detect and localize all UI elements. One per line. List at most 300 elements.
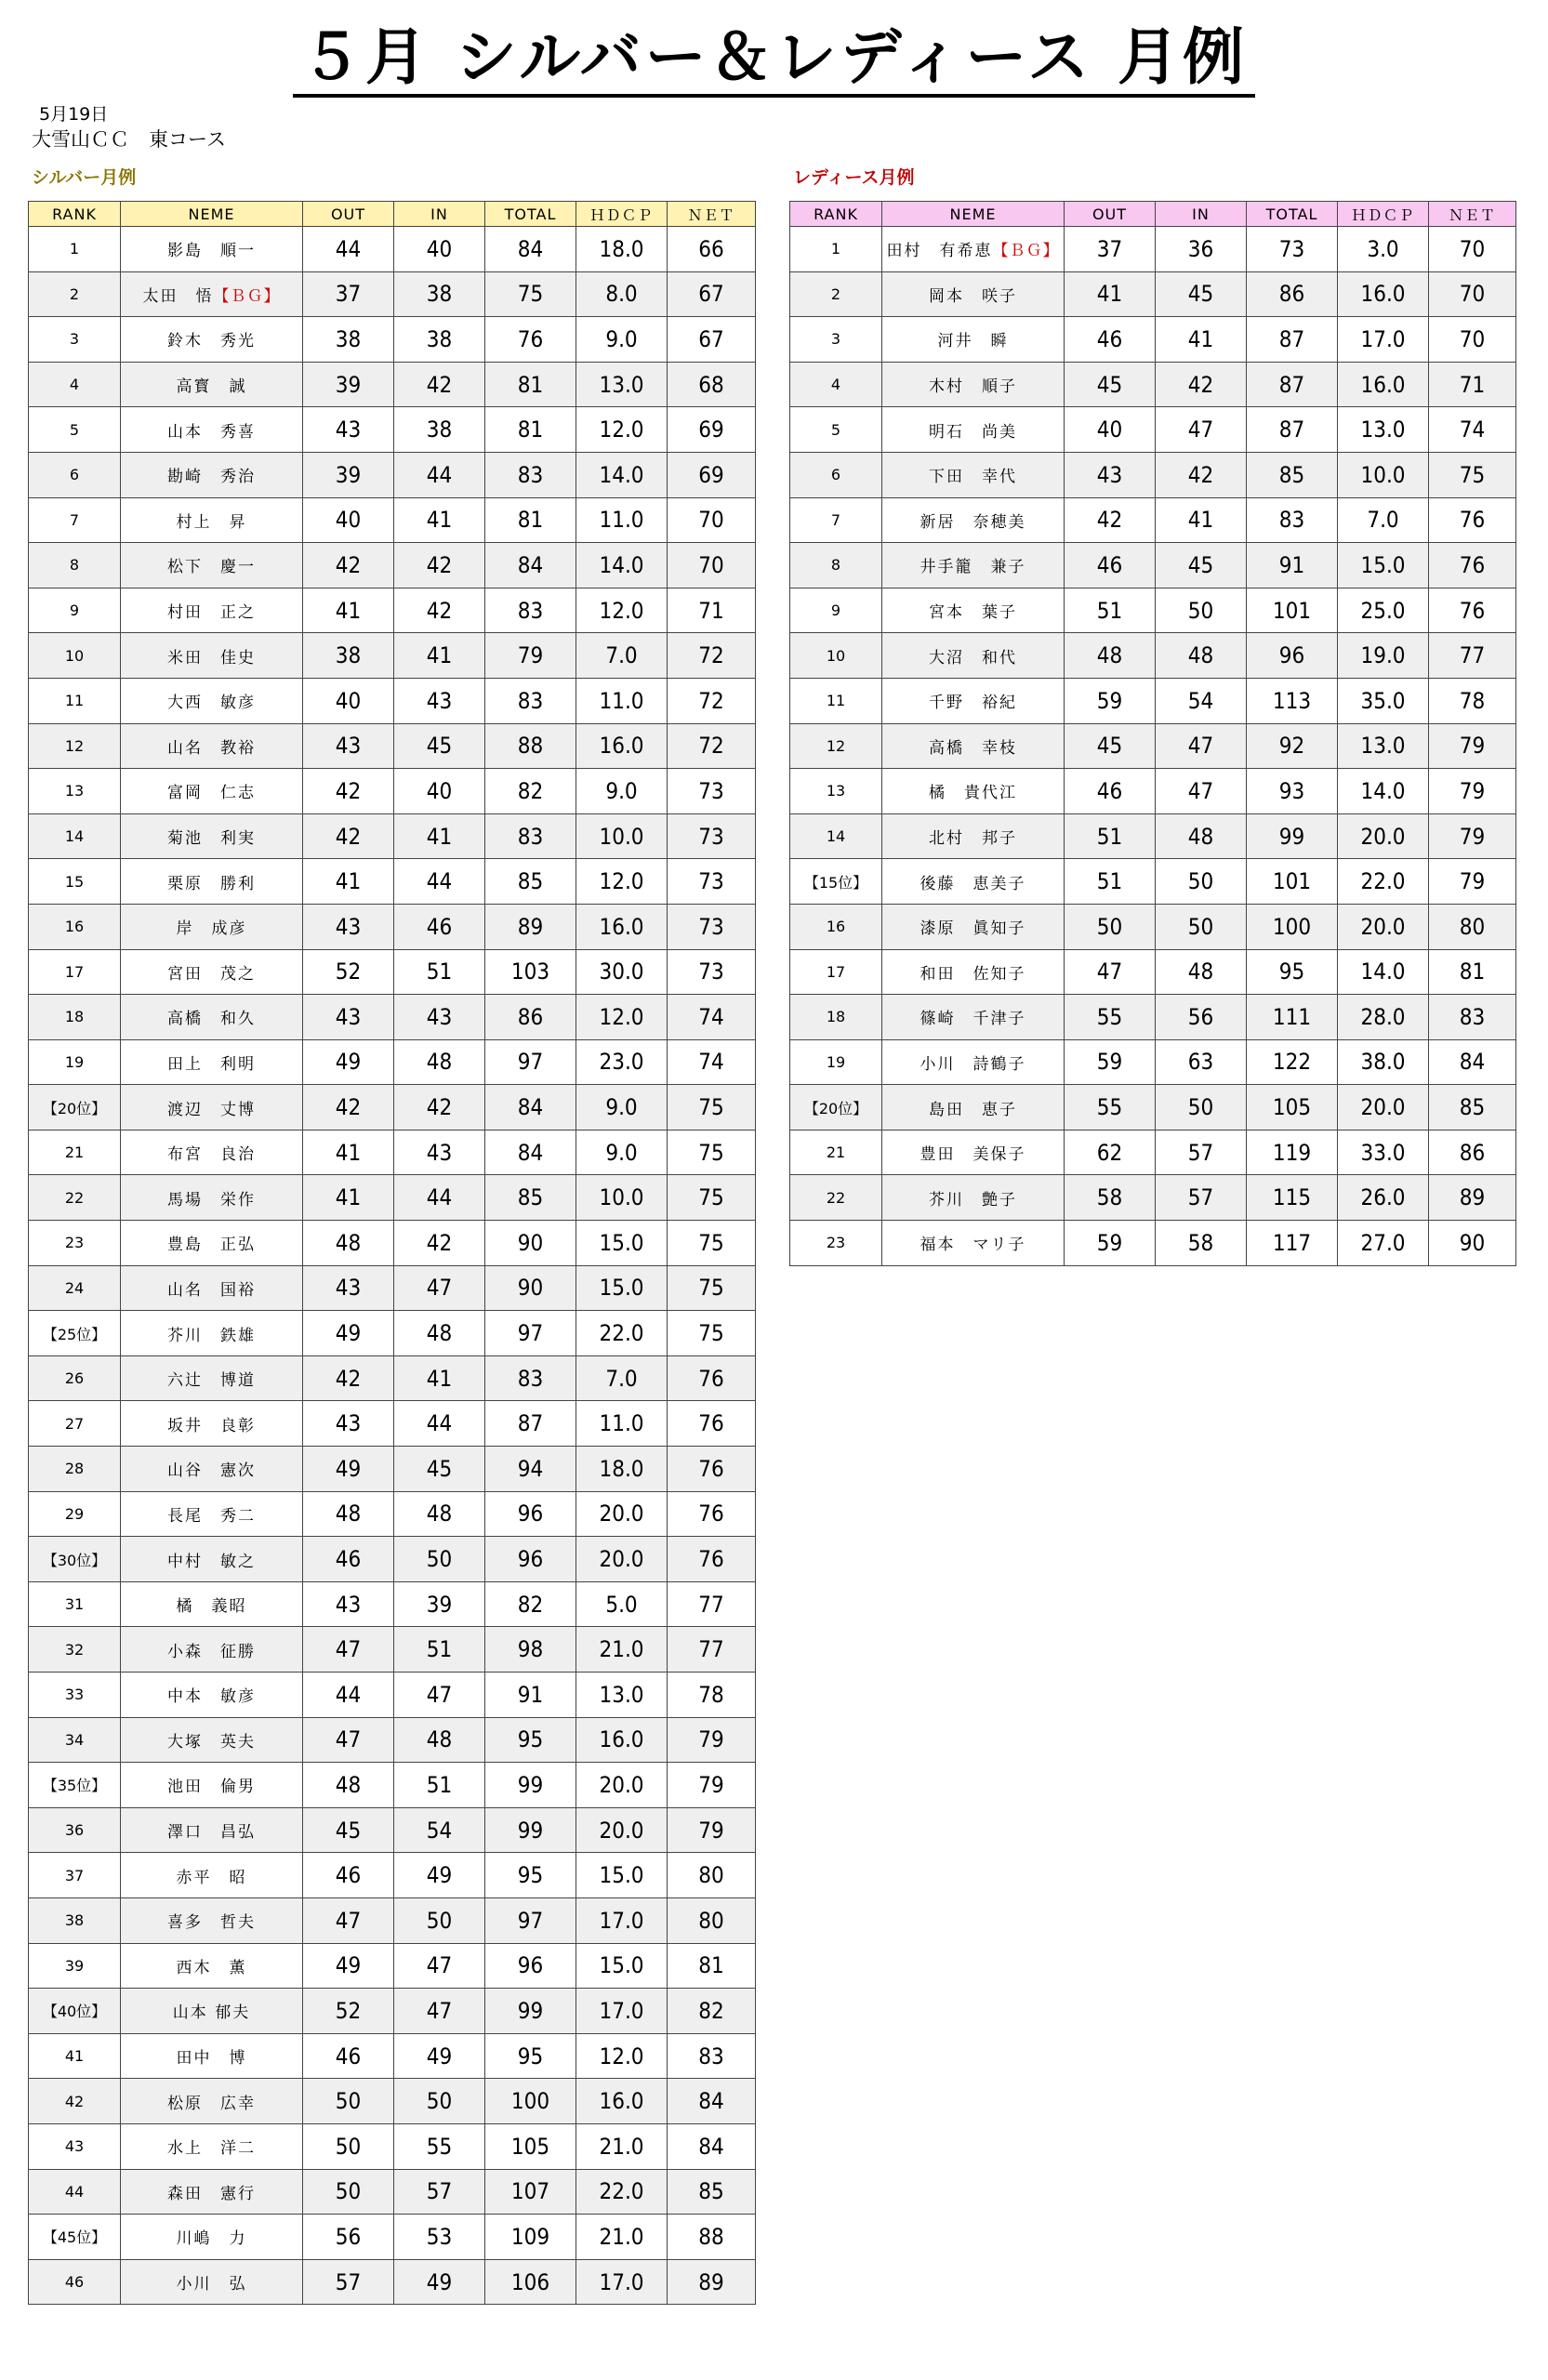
out-score-cell: 51 [1065, 813, 1156, 859]
table-row [29, 2215, 756, 2260]
in-score-cell: 45 [394, 1447, 485, 1492]
rank-cell: 10 [790, 633, 882, 679]
table-row [790, 904, 1516, 949]
table-row [29, 317, 756, 363]
player-name-cell [121, 1717, 303, 1763]
player-name-cell [121, 1085, 303, 1130]
net-score-cell: 76 [668, 1355, 756, 1401]
rank-cell: 4 [790, 362, 882, 407]
player-name: 山本 郁夫 [172, 2003, 251, 2023]
handicap-cell: 15.0 [576, 1221, 668, 1266]
table-row [790, 769, 1516, 814]
table-row [790, 362, 1516, 407]
rank-cell: 38 [29, 1897, 121, 1943]
net-score-cell: 71 [1429, 362, 1516, 407]
out-score-cell: 49 [303, 1943, 394, 1989]
rank-cell: 32 [29, 1627, 121, 1673]
out-score-cell: 41 [1065, 271, 1156, 317]
in-score-cell: 47 [394, 1673, 485, 1718]
player-name-cell [121, 1221, 303, 1266]
rank-cell: 22 [790, 1175, 882, 1221]
out-header: OUT [1065, 202, 1156, 227]
table-row [29, 2079, 756, 2124]
rank-cell: 6 [790, 452, 882, 497]
total-score-cell: 101 [1247, 859, 1338, 905]
table-row [29, 1717, 756, 1763]
in-score-cell: 44 [394, 1401, 485, 1447]
total-score-cell: 96 [485, 1491, 576, 1537]
player-name: 高橋 和久 [167, 1010, 256, 1029]
handicap-cell: 18.0 [576, 227, 668, 272]
player-name-cell [882, 769, 1065, 814]
ladies-results-table [789, 201, 1516, 1266]
net-score-cell: 76 [668, 1537, 756, 1582]
player-name: 芥川 鉄雄 [167, 1326, 256, 1345]
handicap-cell: 20.0 [576, 1491, 668, 1537]
total-header: TOTAL [485, 202, 576, 227]
total-score-cell: 111 [1247, 995, 1338, 1040]
event-date: 5月19日 [39, 104, 109, 125]
player-name-cell [882, 813, 1065, 859]
total-score-cell: 90 [485, 1221, 576, 1266]
in-score-cell: 47 [394, 1265, 485, 1311]
total-score-cell: 85 [1247, 452, 1338, 497]
out-score-cell: 46 [1065, 769, 1156, 814]
table-row [790, 723, 1516, 769]
net-header: ＮＥＴ [668, 202, 756, 227]
player-name: 島田 恵子 [929, 1100, 1017, 1119]
player-name-cell [121, 1039, 303, 1085]
player-name-cell [882, 633, 1065, 679]
player-name-cell [121, 1491, 303, 1537]
table-row [790, 271, 1516, 317]
table-row [29, 1039, 756, 1085]
out-score-cell: 57 [303, 2259, 394, 2305]
player-name-cell [121, 543, 303, 588]
total-score-cell: 88 [485, 723, 576, 769]
total-score-cell: 115 [1247, 1175, 1338, 1221]
net-score-cell: 76 [1429, 588, 1516, 633]
in-header: IN [394, 202, 485, 227]
total-score-cell: 109 [485, 2215, 576, 2260]
out-score-cell: 43 [303, 995, 394, 1040]
handicap-cell: 14.0 [1338, 769, 1429, 814]
rank-cell: 13 [790, 769, 882, 814]
in-score-cell: 50 [394, 2079, 485, 2124]
in-score-cell: 50 [394, 1897, 485, 1943]
total-score-cell: 119 [1247, 1130, 1338, 1175]
player-name: 山名 教裕 [167, 738, 256, 758]
out-score-cell: 43 [303, 1581, 394, 1627]
handicap-cell: 20.0 [1338, 813, 1429, 859]
total-score-cell: 103 [485, 949, 576, 995]
total-score-cell: 84 [485, 543, 576, 588]
player-name: 橘 貴代江 [929, 784, 1017, 803]
out-score-cell: 38 [303, 633, 394, 679]
player-name-cell [121, 769, 303, 814]
net-score-cell: 75 [668, 1311, 756, 1356]
net-score-cell: 69 [668, 407, 756, 453]
player-name: 松下 慶一 [167, 558, 256, 577]
rank-header: RANK [29, 202, 121, 227]
total-score-cell: 87 [1247, 407, 1338, 453]
table-row [29, 1943, 756, 1989]
out-score-cell: 45 [303, 1807, 394, 1853]
in-score-cell: 51 [394, 1627, 485, 1673]
table-row [29, 1581, 756, 1627]
out-score-cell: 41 [303, 588, 394, 633]
in-score-cell: 41 [394, 497, 485, 543]
player-name: 木村 順子 [929, 377, 1017, 397]
net-score-cell: 80 [668, 1897, 756, 1943]
out-score-cell: 45 [1065, 723, 1156, 769]
player-name-cell [121, 1989, 303, 2034]
table-row [790, 1130, 1516, 1175]
net-score-cell: 72 [668, 723, 756, 769]
table-row [29, 543, 756, 588]
handicap-cell: 12.0 [576, 407, 668, 453]
table-row [29, 723, 756, 769]
total-score-cell: 96 [1247, 633, 1338, 679]
player-name-cell [121, 452, 303, 497]
in-score-cell: 48 [1156, 633, 1247, 679]
player-name-cell [882, 407, 1065, 453]
net-score-cell: 86 [1429, 1130, 1516, 1175]
net-score-cell: 70 [668, 497, 756, 543]
in-score-cell: 57 [394, 2169, 485, 2215]
rank-cell: 9 [790, 588, 882, 633]
handicap-cell: 9.0 [576, 769, 668, 814]
in-score-cell: 50 [1156, 859, 1247, 905]
player-name-cell [121, 2169, 303, 2215]
player-name-cell [121, 633, 303, 679]
net-score-cell: 84 [668, 2123, 756, 2169]
total-score-cell: 83 [485, 588, 576, 633]
player-name: 小森 征勝 [167, 1642, 256, 1661]
out-score-cell: 55 [1065, 1085, 1156, 1130]
table-row [29, 227, 756, 272]
player-name-cell [121, 1897, 303, 1943]
player-name: 松原 広幸 [167, 2094, 256, 2113]
out-score-cell: 50 [303, 2123, 394, 2169]
rank-cell: 21 [790, 1130, 882, 1175]
out-score-cell: 47 [303, 1627, 394, 1673]
in-score-cell: 47 [394, 1943, 485, 1989]
ladies-section-label: レディース月例 [793, 167, 915, 188]
in-score-cell: 42 [1156, 362, 1247, 407]
in-score-cell: 43 [394, 678, 485, 723]
rank-cell: 【15位】 [790, 859, 882, 905]
handicap-cell: 12.0 [576, 995, 668, 1040]
player-name: 太田 悟 [142, 286, 214, 306]
net-score-cell: 88 [668, 2215, 756, 2260]
out-score-cell: 49 [303, 1447, 394, 1492]
total-score-cell: 95 [485, 2033, 576, 2079]
net-score-cell: 80 [1429, 904, 1516, 949]
table-row [790, 1039, 1516, 1085]
handicap-cell: 18.0 [576, 1447, 668, 1492]
net-score-cell: 77 [668, 1581, 756, 1627]
net-score-cell: 71 [668, 588, 756, 633]
total-score-cell: 75 [485, 271, 576, 317]
silver-results-table [28, 201, 756, 2305]
player-name-cell [121, 859, 303, 905]
out-score-cell: 59 [1065, 1221, 1156, 1266]
net-score-cell: 83 [668, 2033, 756, 2079]
rank-cell: 10 [29, 633, 121, 679]
in-header: IN [1156, 202, 1247, 227]
table-row [29, 1853, 756, 1898]
rank-cell: 39 [29, 1943, 121, 1989]
in-score-cell: 50 [1156, 1085, 1247, 1130]
player-name-cell [882, 904, 1065, 949]
net-score-cell: 79 [668, 1763, 756, 1808]
player-name: 高橋 幸枝 [929, 738, 1017, 758]
total-score-cell: 86 [485, 995, 576, 1040]
out-score-cell: 52 [303, 949, 394, 995]
player-name: 千野 裕紀 [929, 694, 1017, 713]
net-score-cell: 81 [1429, 949, 1516, 995]
in-score-cell: 48 [394, 1311, 485, 1356]
rank-cell: 12 [29, 723, 121, 769]
table-row [790, 588, 1516, 633]
net-score-cell: 78 [1429, 678, 1516, 723]
player-name-cell [882, 1175, 1065, 1221]
net-score-cell: 70 [1429, 271, 1516, 317]
player-name: 新居 奈穂美 [920, 512, 1026, 532]
rank-cell: 1 [29, 227, 121, 272]
player-name: 池田 倫男 [167, 1778, 256, 1797]
player-name: 米田 佳史 [167, 648, 256, 668]
handicap-cell: 11.0 [576, 678, 668, 723]
out-score-cell: 56 [303, 2215, 394, 2260]
out-score-cell: 50 [1065, 904, 1156, 949]
total-score-cell: 99 [1247, 813, 1338, 859]
handicap-cell: 16.0 [576, 2079, 668, 2124]
rank-cell: 36 [29, 1807, 121, 1853]
table-row [29, 2033, 756, 2079]
net-score-cell: 73 [668, 904, 756, 949]
handicap-cell: 12.0 [576, 588, 668, 633]
total-score-cell: 82 [485, 1581, 576, 1627]
rank-cell: 11 [790, 678, 882, 723]
in-score-cell: 36 [1156, 227, 1247, 272]
handicap-cell: 14.0 [576, 543, 668, 588]
handicap-cell: 12.0 [576, 2033, 668, 2079]
table-row [790, 995, 1516, 1040]
net-score-cell: 75 [668, 1085, 756, 1130]
in-score-cell: 47 [1156, 723, 1247, 769]
in-score-cell: 57 [1156, 1175, 1247, 1221]
out-score-cell: 58 [1065, 1175, 1156, 1221]
out-score-cell: 49 [303, 1039, 394, 1085]
out-score-cell: 42 [303, 813, 394, 859]
handicap-cell: 13.0 [1338, 407, 1429, 453]
in-score-cell: 41 [394, 813, 485, 859]
in-score-cell: 38 [394, 271, 485, 317]
table-row [29, 904, 756, 949]
rank-cell: 7 [790, 497, 882, 543]
player-name-cell [121, 1763, 303, 1808]
player-name: 喜多 哲夫 [167, 1913, 256, 1933]
net-score-cell: 74 [1429, 407, 1516, 453]
player-name: 富岡 仁志 [167, 784, 256, 803]
player-name: 六辻 博道 [167, 1371, 256, 1391]
rank-cell: 13 [29, 769, 121, 814]
in-score-cell: 49 [394, 1853, 485, 1898]
handicap-cell: 33.0 [1338, 1130, 1429, 1175]
handicap-cell: 7.0 [576, 1355, 668, 1401]
out-score-cell: 51 [1065, 588, 1156, 633]
table-row [790, 1175, 1516, 1221]
total-score-cell: 99 [485, 1763, 576, 1808]
total-score-cell: 85 [485, 859, 576, 905]
player-name-cell [121, 1537, 303, 1582]
handicap-cell: 7.0 [576, 633, 668, 679]
out-score-cell: 49 [303, 1311, 394, 1356]
rank-cell: 23 [790, 1221, 882, 1266]
player-name-cell [121, 1447, 303, 1492]
table-row [29, 1130, 756, 1175]
total-score-cell: 82 [485, 769, 576, 814]
net-score-cell: 81 [668, 1943, 756, 1989]
player-name: 大西 敏彦 [167, 694, 256, 713]
player-name-cell [121, 407, 303, 453]
total-score-cell: 96 [485, 1537, 576, 1582]
player-name-cell [882, 317, 1065, 363]
player-name-cell [882, 949, 1065, 995]
player-name: 影島 順一 [167, 242, 256, 261]
handicap-cell: 5.0 [576, 1581, 668, 1627]
handicap-cell: 27.0 [1338, 1221, 1429, 1266]
out-score-cell: 42 [303, 1355, 394, 1401]
net-score-cell: 76 [668, 1401, 756, 1447]
handicap-cell: 9.0 [576, 1130, 668, 1175]
in-score-cell: 55 [394, 2123, 485, 2169]
player-name-cell [121, 1311, 303, 1356]
table-row [790, 1085, 1516, 1130]
table-row [790, 452, 1516, 497]
out-score-cell: 43 [303, 1265, 394, 1311]
rank-cell: 17 [790, 949, 882, 995]
in-score-cell: 48 [1156, 949, 1247, 995]
total-score-cell: 122 [1247, 1039, 1338, 1085]
player-name-cell [882, 227, 1065, 272]
in-score-cell: 42 [1156, 452, 1247, 497]
total-score-cell: 97 [485, 1039, 576, 1085]
net-score-cell: 78 [668, 1673, 756, 1718]
player-name-cell [121, 362, 303, 407]
rank-cell: 33 [29, 1673, 121, 1718]
table-row [29, 497, 756, 543]
player-name-cell [121, 2079, 303, 2124]
rank-cell: 43 [29, 2123, 121, 2169]
player-name: 中本 敏彦 [167, 1687, 256, 1707]
in-score-cell: 45 [394, 723, 485, 769]
in-score-cell: 48 [394, 1039, 485, 1085]
player-name: 漆原 眞知子 [920, 919, 1026, 939]
out-score-cell: 47 [1065, 949, 1156, 995]
player-name: 豊島 正弘 [167, 1236, 256, 1255]
in-score-cell: 43 [394, 1130, 485, 1175]
player-name: 馬場 栄作 [167, 1190, 256, 1210]
total-score-cell: 97 [485, 1897, 576, 1943]
player-name-cell [882, 1130, 1065, 1175]
player-name-cell [121, 1355, 303, 1401]
rank-cell: 【45位】 [29, 2215, 121, 2260]
rank-cell: 44 [29, 2169, 121, 2215]
handicap-cell: 15.0 [576, 1943, 668, 1989]
total-score-cell: 106 [485, 2259, 576, 2305]
in-score-cell: 63 [1156, 1039, 1247, 1085]
handicap-cell: 38.0 [1338, 1039, 1429, 1085]
table-row [29, 1763, 756, 1808]
rank-cell: 18 [29, 995, 121, 1040]
total-score-cell: 117 [1247, 1221, 1338, 1266]
player-name-cell [121, 813, 303, 859]
player-name: 宮田 茂之 [167, 964, 256, 984]
player-name-cell [121, 1581, 303, 1627]
table-row [29, 1355, 756, 1401]
handicap-cell: 9.0 [576, 317, 668, 363]
out-score-cell: 38 [303, 317, 394, 363]
rank-cell: 11 [29, 678, 121, 723]
in-score-cell: 45 [1156, 543, 1247, 588]
player-name: 坂井 良彰 [167, 1416, 256, 1435]
net-score-cell: 79 [668, 1807, 756, 1853]
total-score-cell: 84 [485, 1085, 576, 1130]
net-score-cell: 76 [668, 1491, 756, 1537]
net-score-cell: 74 [668, 1039, 756, 1085]
player-name-cell [121, 949, 303, 995]
out-score-cell: 40 [1065, 407, 1156, 453]
out-score-cell: 41 [303, 1175, 394, 1221]
handicap-cell: 10.0 [576, 813, 668, 859]
player-name-cell [882, 859, 1065, 905]
hdcp-header: ＨＤＣＰ [576, 202, 668, 227]
net-score-cell: 80 [668, 1853, 756, 1898]
in-score-cell: 50 [1156, 904, 1247, 949]
in-score-cell: 50 [394, 1537, 485, 1582]
in-score-cell: 49 [394, 2259, 485, 2305]
total-score-cell: 107 [485, 2169, 576, 2215]
total-score-cell: 87 [1247, 362, 1338, 407]
rank-cell: 3 [790, 317, 882, 363]
net-score-cell: 76 [668, 1447, 756, 1492]
out-score-cell: 48 [303, 1221, 394, 1266]
table-row [790, 633, 1516, 679]
net-score-cell: 77 [1429, 633, 1516, 679]
in-score-cell: 40 [394, 769, 485, 814]
out-score-cell: 51 [1065, 859, 1156, 905]
player-name-cell [121, 904, 303, 949]
rank-cell: 31 [29, 1581, 121, 1627]
rank-cell: 6 [29, 452, 121, 497]
player-name: 赤平 昭 [176, 1868, 247, 1887]
net-score-cell: 89 [668, 2259, 756, 2305]
player-name-cell [121, 497, 303, 543]
net-score-cell: 73 [668, 813, 756, 859]
out-score-cell: 50 [303, 2169, 394, 2215]
total-score-cell: 99 [485, 1807, 576, 1853]
total-score-cell: 99 [485, 1989, 576, 2034]
player-name-cell [121, 2215, 303, 2260]
total-score-cell: 87 [485, 1401, 576, 1447]
net-score-cell: 76 [1429, 497, 1516, 543]
net-score-cell: 67 [668, 271, 756, 317]
player-name: 田村 有希恵 [886, 242, 993, 261]
out-score-cell: 42 [303, 769, 394, 814]
